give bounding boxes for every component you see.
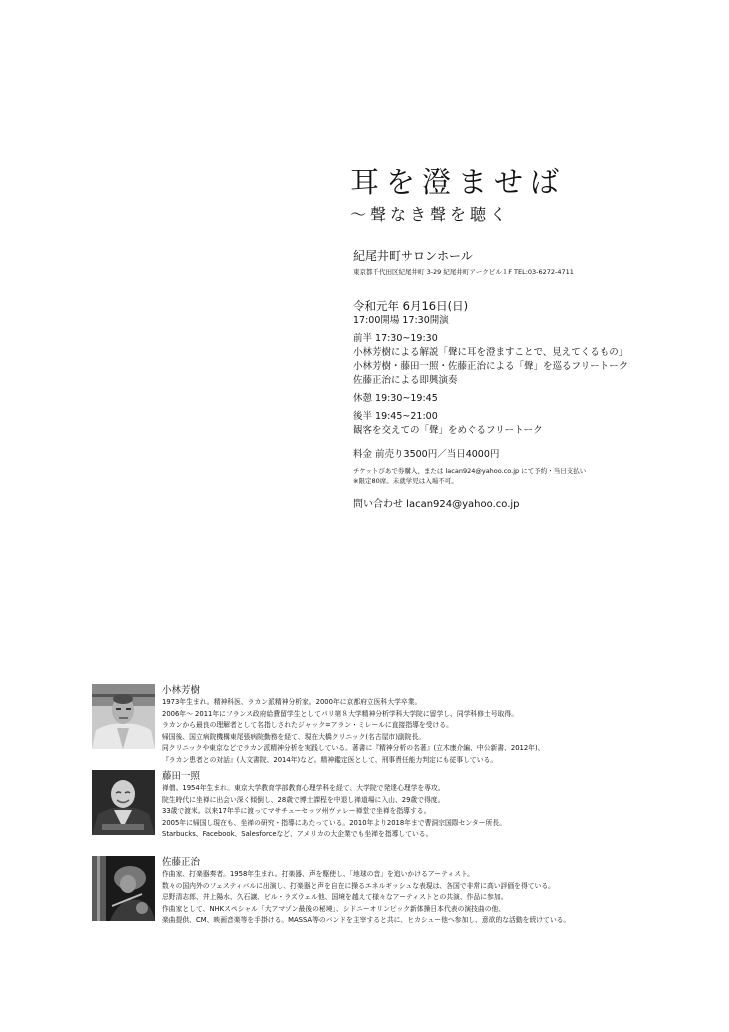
portrait-photo: [92, 770, 155, 835]
speaker-profiles: [92, 684, 712, 942]
fee-note: ※限定80席。未就学児は入場不可。: [353, 477, 458, 485]
profile-line: 『ラカン患者との対話』(人文書院、2014年)など。精神鑑定医として、刑事責任能力判定にも従事している。: [162, 755, 498, 764]
second-half-time: 後半 19:45~21:00: [353, 411, 438, 422]
profile-line: 1973年生まれ。精神科医、ラカン派精神分析家。2000年に京都府立医科大学卒業。: [162, 698, 422, 706]
program-item: 佐藤正治による即興演奏: [353, 375, 458, 386]
fee-note: チケットぴあで券購入、または lacan924@yahoo.co.jp にて予約・当日支払い: [353, 467, 587, 475]
profile-line: 33歳で渡米。以来17年半に渡ってマサチューセッツ州ヴァレー禅堂で坐禅を指導する。: [162, 807, 431, 815]
event-subtitle: 〜聲なき聲を聴く: [350, 205, 511, 224]
first-half-time: 前半 17:30~19:30: [353, 333, 438, 344]
profile-line: 同クリニックや東京などでラカン派精神分析を実践している。著書に『精神分析の名著』(立木康介編、中公新書、2012年)、: [162, 744, 545, 752]
portrait-photo: [92, 856, 155, 921]
portrait-photo: [92, 684, 155, 749]
ticket-fee: 料金 前売り3500円／当日4000円: [353, 449, 500, 460]
venue-address: 東京都千代田区紀尾井町 3-29 紀尾井町アークビル１F TEL:03-6272-4711: [353, 268, 574, 276]
profile-line: 作曲家、打楽器奏者。1958年生まれ。打楽器、声を駆使し、「地球の音」を追いかけるアーティスト。: [162, 870, 475, 878]
program-item: 小林芳樹・藤田一照・佐藤正治による「聲」を巡るフリートーク: [353, 361, 629, 372]
program-item: 観客を交えての「聲」をめぐるフリートーク: [353, 425, 543, 436]
profile-line: 忌野清志郎、井上陽水、久石譲、ビル・ラズウェル他、国境を越えて様々なアーティストとの共演、作品に参加。: [162, 893, 508, 901]
profile-line: ラカンから最良の理解者として名指しされたジャック=アラン・ミレールに直接指導を受ける。: [162, 721, 453, 729]
profile-line: 禅僧。1954年生まれ。東京大学教育学部教育心理学科を経て、大学院で発達心理学を専攻。: [162, 784, 445, 792]
open-time: 17:00開場 17:30開演: [353, 315, 449, 326]
event-info: [353, 248, 713, 512]
profile-kobayashi: [92, 684, 712, 770]
profile-line: 2006年〜 2011年にフランス政府給費留学生としてパリ第８大学精神分析学科大学院に留学し、同学科修士号取得。: [162, 709, 519, 718]
profile-name: 佐藤正治: [162, 857, 201, 868]
profile-line: 数々の国内外のフェスティバルに出演し、打楽器と声を自在に操るエネルギッシュな表現は、各国で非常に高い評価を得ている。: [162, 881, 555, 890]
profile-line: Starbucks、Facebook、Salesforceなど、アメリカの大企業でも坐禅を指導している。: [162, 830, 433, 838]
profile-sato: [92, 856, 712, 942]
contact-info: 問い合わせ lacan924@yahoo.co.jp: [353, 499, 520, 510]
event-date: 令和元年 6月16日(日): [353, 299, 469, 313]
profile-name: 藤田一照: [162, 771, 201, 782]
event-title: 耳を澄ませば: [350, 165, 567, 199]
profile-line: 楽曲提供、CM、映画音楽等を手掛ける。MASSA等のバンドを主宰すると共に、ヒカシュー他へ参加し、意欲的な活動を続けている。: [162, 916, 571, 924]
profile-line: 2005年に帰国し現在も、坐禅の研究・指導にあたっている。2010年より2018年まで曹洞宗国際センター所長。: [162, 818, 506, 827]
venue-name: 紀尾井町サロンホール: [353, 249, 473, 263]
profile-line: 院生時代に坐禅に出会い深く傾倒し、28歳で博士課程を中退し禅道場に入山、29歳で得度。: [162, 795, 445, 804]
profile-line: 帰国後、国立病院機構東尾張病院勤務を経て、現在大橋クリニック(名古屋市)副院長。: [162, 732, 426, 741]
program-item: 小林芳樹による解説「聲に耳を澄ますことで、見えてくるもの」: [353, 347, 629, 358]
profile-fujita: [92, 770, 712, 856]
profile-line: 作曲家として、NHKスペシャル「大アマゾン最後の秘境」、シドニーオリンピック新体操日本代表の演技曲の他、: [162, 904, 506, 913]
break-time: 休憩 19:30~19:45: [353, 393, 438, 404]
profile-name: 小林芳樹: [162, 685, 201, 696]
